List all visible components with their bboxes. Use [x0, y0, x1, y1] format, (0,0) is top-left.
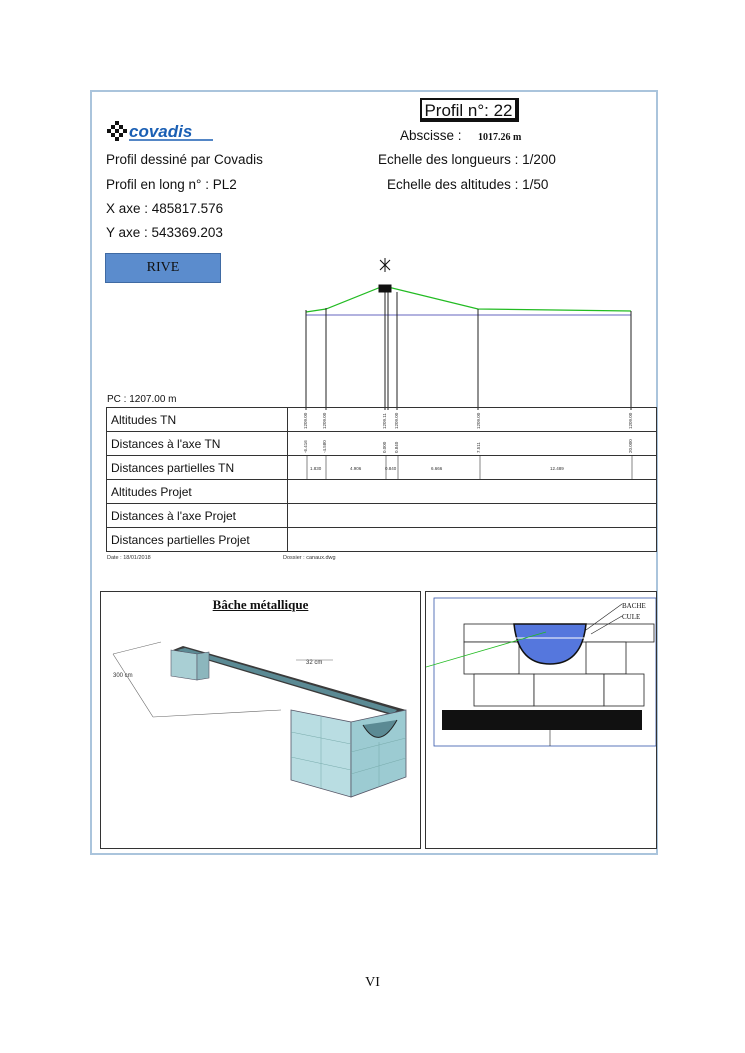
pc-label: PC : 1207.00 m	[107, 394, 177, 405]
label-cule: CULE	[622, 613, 641, 621]
dist-part-tn-2: 4.906	[350, 466, 362, 471]
table-row	[107, 480, 657, 504]
table-values-overlay	[280, 407, 658, 481]
table-row	[107, 528, 657, 552]
rive-box: RIVE	[105, 253, 221, 283]
row-values	[288, 504, 657, 528]
bache-render-panel	[100, 591, 421, 849]
row-label: Distances à l'axe Projet	[107, 504, 288, 528]
dim-length-label: 300 cm	[113, 673, 133, 679]
profile-drawing	[90, 250, 658, 410]
bache-3d-illustration	[101, 592, 420, 848]
row-label: Altitudes TN	[107, 408, 288, 432]
foundation	[442, 710, 642, 730]
profile-verticals	[306, 287, 631, 410]
dist-axe-tn-1: -6.416	[303, 440, 308, 453]
alt-tn-6: 1209.00	[628, 412, 633, 429]
dist-axe-tn-6: 20.000	[628, 439, 633, 453]
row-label: Distances partielles TN	[107, 456, 288, 480]
row-label: Distances à l'axe TN	[107, 432, 288, 456]
alt-tn-3: 1209.11	[382, 413, 387, 429]
trough-water	[177, 648, 397, 714]
logo-text: covadis	[129, 122, 193, 141]
alt-tn-4: 1209.00	[394, 412, 399, 429]
alt-tn-5: 1209.00	[476, 412, 481, 429]
row-label: Distances partielles Projet	[107, 528, 288, 552]
table-row	[107, 504, 657, 528]
drawn-by: Profil dessiné par Covadis	[106, 152, 263, 167]
dist-part-tn-5: 12.489	[550, 466, 564, 471]
echelle-altitudes: Echelle des altitudes : 1/50	[387, 177, 549, 192]
dist-part-tn-4: 6.666	[431, 466, 443, 471]
x-axe: X axe : 485817.576	[106, 201, 224, 216]
footer-date: Date : 18/01/2018	[107, 555, 151, 561]
page-number: VI	[365, 975, 380, 990]
footer-dossier: Dossier : canaux.dwg	[283, 555, 336, 561]
dist-axe-tn-5: 7.511	[476, 442, 481, 453]
bache-title: Bâche métallique	[212, 597, 309, 612]
y-axe: Y axe : 543369.203	[106, 225, 223, 240]
dist-axe-tn-4: 0.840	[394, 441, 399, 453]
axis-marker-icon	[379, 258, 391, 292]
cross-section-drawing	[426, 592, 657, 849]
cross-section-panel	[425, 591, 657, 849]
alt-tn-1: 1209.00	[303, 412, 308, 429]
dim-width-label: 32 cm	[306, 660, 323, 666]
alt-tn-2: 1209.00	[322, 412, 327, 429]
profil-title: Profil n°: 22	[420, 98, 519, 122]
row-values	[288, 528, 657, 552]
dist-axe-tn-3: 0.000	[382, 441, 387, 453]
echelle-longueurs: Echelle des longueurs : 1/200	[378, 152, 556, 167]
row-values	[288, 480, 657, 504]
ground-line	[306, 287, 631, 312]
abscisse-label: Abscisse :	[400, 128, 462, 143]
label-bache: BACHE	[622, 602, 646, 610]
covadis-logo	[105, 120, 215, 142]
dist-part-tn-3: 0.840	[385, 466, 397, 471]
dist-part-tn-1: 1.830	[310, 466, 322, 471]
trough-section	[514, 624, 586, 664]
row-label: Altitudes Projet	[107, 480, 288, 504]
profile-long: Profil en long n° : PL2	[106, 177, 237, 192]
abscisse-value: 1017.26 m	[478, 132, 522, 143]
covadis-logo-icon	[105, 120, 215, 142]
dist-axe-tn-2: -4.580	[322, 440, 327, 453]
